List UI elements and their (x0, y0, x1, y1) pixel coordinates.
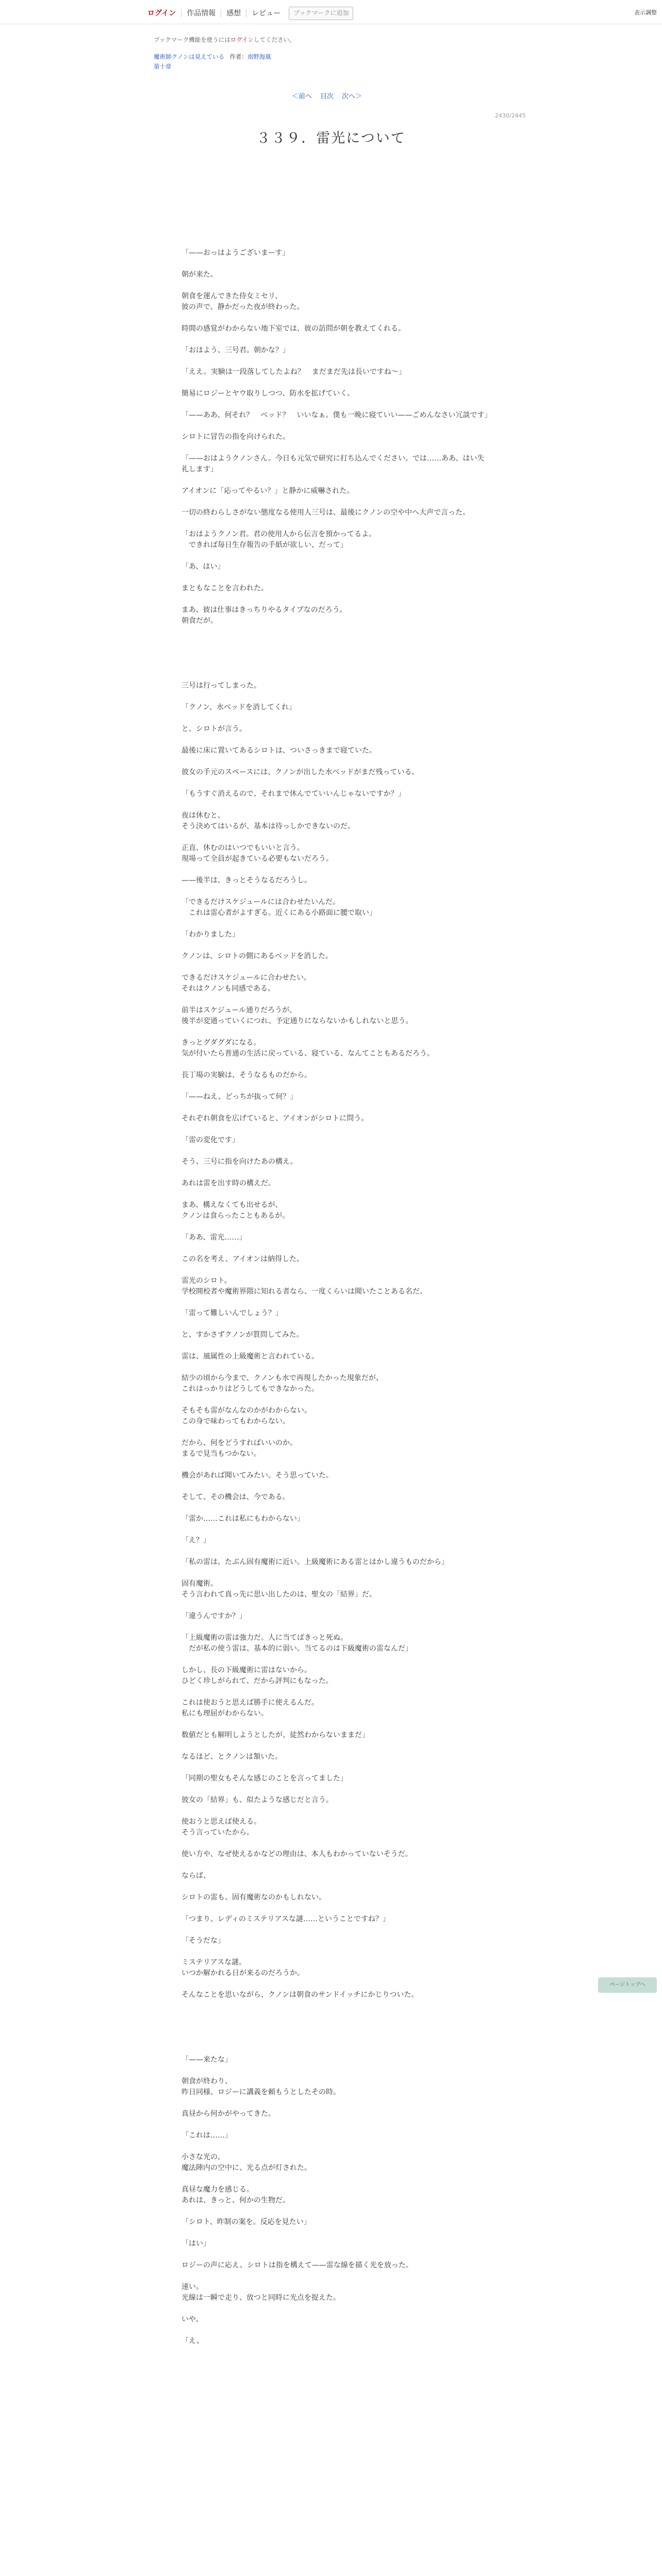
body-line: クノンは食らったこともあるが。 (181, 1212, 290, 1220)
body-line: 「え？」 (181, 1536, 210, 1545)
body-line (181, 2141, 491, 2152)
novel-info-link[interactable]: 作品情報 (181, 9, 221, 18)
body-line (181, 886, 491, 897)
body-line (181, 1806, 491, 1817)
body-line: 「——おはようクノンさん。今日も元気で研究に打ち込んでください。では……ああ、はい失礼します」 (181, 454, 485, 473)
body-line: 「雷の変化です」 (181, 1136, 239, 1144)
body-line: 朝が来た。 (181, 270, 218, 279)
body-line: 前半はスケジュール通りだろうが、 (181, 1006, 297, 1014)
body-line: まあ、彼は仕事はきっちりやるタイプなのだろう。 (181, 606, 347, 614)
body-line: 光線は一瞬で走り、放つと同時に光点を捉えた。 (181, 2294, 340, 2302)
body-line: 朝食を運んできた侍女ミセリ、 (181, 292, 283, 300)
body-line (181, 1027, 491, 1038)
body-line (181, 1297, 491, 1308)
body-line: あれは、きっと、何かの生物だ。 (181, 2196, 290, 2205)
body-line: 「できるだけスケジュールには合わせたいんだ。 (181, 898, 340, 906)
body-line: 「おはようクノン君。君の使用人から伝言を預かってるよ。 (181, 530, 376, 538)
body-line: それぞれ朝食を広げていると、アイオンがシロトに問う。 (181, 1114, 369, 1123)
body-line (181, 1081, 491, 1092)
body-line (181, 691, 491, 702)
body-line (181, 1167, 491, 1178)
body-line (181, 1265, 491, 1276)
body-line (181, 1524, 491, 1535)
body-line (181, 2249, 491, 2260)
body-line (181, 1546, 491, 1557)
body-line (181, 518, 491, 529)
body-line (181, 1838, 491, 1849)
body-line: ——後半は、きっとそうなるだろうし。 (181, 876, 311, 885)
body-line: あれは雷を出す時の構えだ。 (181, 1179, 275, 1188)
body-line: 小さな光の、 (181, 2153, 225, 2161)
author-link[interactable]: 南野海風 (247, 53, 271, 60)
novel-title-line (154, 52, 295, 62)
body-line (181, 1362, 491, 1373)
body-line (181, 594, 491, 605)
reviews-link[interactable]: レビュー (252, 9, 281, 18)
body-line (181, 551, 491, 562)
body-line (181, 1925, 491, 1936)
body-line: 三号は行ってしまった。 (181, 682, 261, 690)
body-line: そして、その機会は、今である。 (181, 1493, 290, 1501)
body-line (181, 962, 491, 973)
body-line: できれば毎日生存報告の手紙が欲しい、だって」 (181, 541, 347, 549)
body-line (181, 2206, 491, 2217)
body-line (181, 1654, 491, 1665)
body-line (181, 399, 491, 410)
body-line (181, 1503, 491, 1514)
body-line: 彼女の手元のスペースには、クノンが出した水ベッドがまだ残っている。 (181, 768, 419, 776)
body-line: 機会があれば聞いてみたい。そう思っていた。 (181, 1471, 333, 1480)
body-line: ミステリアスな謎。 (181, 1958, 246, 1967)
body-line (181, 215, 491, 226)
body-line: 真昼な魔力を感じる。 (181, 2185, 254, 2194)
body-line (181, 497, 491, 507)
body-line: そう言われて真っ先に思い出したのは、聖女の「結界」だ。 (181, 1590, 376, 1599)
body-line: アイオンに「応ってやるい？」と静かに威嚇された。 (181, 487, 354, 495)
body-line (181, 1979, 491, 1990)
body-line: 朝食だが。 (181, 617, 218, 625)
body-line (181, 1427, 491, 1438)
body-line (181, 443, 491, 453)
body-line (181, 2022, 491, 2033)
display-settings-link[interactable]: 表示調整 (634, 9, 657, 16)
body-line: と、シロトが言う。 (181, 725, 246, 733)
body-line (181, 1395, 491, 1405)
body-line: 夜は休むと、 (181, 811, 225, 820)
chapter-title: 第十章 (154, 63, 172, 70)
body-line: 結少の頃から今まで、クノンも水で再現したかった現象だが、 (181, 1374, 383, 1382)
novel-title-link[interactable]: 魔術師クノンは見えている (154, 53, 225, 60)
body-line: シロトの雷も、固有魔術なのかもしれない。 (181, 1893, 326, 1902)
body-line (181, 1600, 491, 1611)
body-line (181, 2325, 491, 2336)
body-line: 「——ねえ、どっちが抜って何？」 (181, 1093, 297, 1101)
body-line: ロジーの声に応え、シロトは指を構えて——雷な線を描く光を放った。 (181, 2261, 413, 2269)
next-episode-link[interactable]: 次へ＞ (342, 93, 362, 100)
top-navigation-bar (0, 0, 662, 24)
body-line (181, 259, 491, 269)
body-line: なるほど、とクノンは頷いた。 (181, 1753, 283, 1761)
body-line: 魔法陣内の空中に、光る点が灯された。 (181, 2164, 311, 2172)
body-line (181, 2303, 491, 2314)
body-line (181, 1481, 491, 1492)
page-top-button[interactable]: ページトップへ (598, 1977, 657, 1993)
body-line: きっとグダグダになる。 (181, 1039, 261, 1047)
body-line: 時間の感覚がわからない地下室では、彼の訪問が朝を教えてくれる。 (181, 325, 405, 333)
body-line (181, 778, 491, 789)
body-line (181, 1059, 491, 1070)
body-line (181, 1222, 491, 1232)
body-line: 「つまり、レディのミステリアスな謎……ということですね？」 (181, 1915, 390, 1923)
body-line: まともなことを言われた。 (181, 584, 268, 592)
body-line (181, 226, 491, 237)
body-line (181, 1243, 491, 1254)
body-line (181, 2174, 491, 2184)
body-line (181, 1103, 491, 1113)
body-line: 私にも理屈がわからない。 (181, 1709, 268, 1718)
body-line (181, 865, 491, 875)
body-line: 「ああ、雷光……」 (181, 1233, 246, 1242)
body-line: これは使おうと思えば勝手に使えるんだ。 (181, 1699, 319, 1707)
body-line (181, 1903, 491, 1914)
note-prefix: ブックマーク機能を使うには (154, 36, 230, 43)
body-line (181, 800, 491, 810)
body-line (181, 356, 491, 367)
body-line: 後半が変通っていくにつれ、予定通りにならないかもしれないと思う。 (181, 1017, 413, 1025)
body-line (181, 1189, 491, 1200)
body-line: ならば、 (181, 1872, 210, 1880)
body-line: 最後に床に置いてあるシロトは、ついさっきまで寝ていた。 (181, 747, 376, 755)
body-line: 「あ、はい」 (181, 563, 225, 571)
body-line (181, 1946, 491, 1957)
body-line: そう決めてはいるが、基本は待っしかできないのだ。 (181, 822, 355, 831)
body-line (181, 1687, 491, 1698)
body-line (181, 2228, 491, 2239)
novel-info (154, 35, 295, 72)
body-line (181, 1784, 491, 1795)
body-line: 雷は、風属性の上級魔術と言われている。 (181, 1352, 319, 1361)
body-line (181, 2271, 491, 2282)
body-line: 彼の声で、静かだった夜が終わった。 (181, 303, 304, 311)
body-line: これはっかりはどうしてもできなかった。 (181, 1385, 319, 1393)
body-line (181, 670, 491, 681)
body-line: それはクノンも同感である。 (181, 985, 275, 993)
body-line (181, 313, 491, 324)
login-link[interactable]: ログイン (147, 9, 181, 18)
body-line: 「ええ。実験は一段落してしたよね？ まだまだ先は長いですね～」 (181, 368, 406, 376)
bookmark-login-note (154, 35, 295, 45)
body-line: 「クノン、水ベッドを消してくれ」 (181, 703, 296, 711)
main-nav (147, 7, 353, 20)
note-suffix: してください。 (254, 36, 295, 43)
body-line (181, 2011, 491, 2022)
body-line: 昨日同様、ロジーに講義を頼もうとしたその時。 (181, 2088, 340, 2096)
body-line (181, 1124, 491, 1135)
body-line: 雷光のシロト。 (181, 1277, 231, 1285)
author-line (229, 53, 271, 60)
body-line: 「私の雷は、たぶん固有魔術に近い。上級魔術にある雷とはかし違うものだから」 (181, 1558, 449, 1566)
body-line (181, 1882, 491, 1892)
body-line (181, 1146, 491, 1157)
body-line: 「——おっはようございまーす」 (181, 249, 290, 257)
body-line: 速い。 (181, 2283, 203, 2291)
body-line (181, 334, 491, 345)
body-line (181, 280, 491, 291)
body-line (181, 1568, 491, 1579)
body-line (181, 1860, 491, 1871)
body-line: この身で味わってもわからない。 (181, 1417, 290, 1426)
body-line: 「雷って難しいんでしょう？」 (181, 1309, 283, 1317)
body-line: 「これは……」 (181, 2131, 232, 2140)
body-line: いつか解かれる日が来るのだろうか。 (181, 1969, 304, 1977)
body-line: 長丁場の実験は、そうなるものだから。 (181, 1071, 311, 1079)
body-line (181, 2065, 491, 2076)
body-line: 彼女の「結界」も、似たような感じだと言う。 (181, 1796, 333, 1804)
body-line (181, 832, 491, 843)
body-line (181, 475, 491, 486)
body-line: シロトに冒告の指を向けられた。 (181, 433, 290, 441)
body-line: そんなことを思いながら、クノンは朝食のサンドイッチにかじりついた。 (181, 1991, 419, 1999)
novel-body (181, 215, 491, 2358)
body-line (181, 378, 491, 388)
note-login-link[interactable]: ログイン (230, 36, 254, 43)
body-line: 「はい」 (181, 2240, 210, 2248)
body-line: と、すかさずクノンが質問してみた。 (181, 1331, 304, 1339)
body-line: まるで見当もつかない。 (181, 1450, 261, 1458)
body-line: 朝食が終わり、 (181, 2077, 232, 2086)
body-line (181, 572, 491, 583)
body-line: そう、三号に指を向けたあの構え。 (181, 1158, 297, 1166)
body-line (181, 2120, 491, 2130)
body-line: ひどく珍しがられて、だから評判にもなった。 (181, 1677, 333, 1685)
body-line: だから、何をどうすればいいのか。 (181, 1439, 297, 1447)
body-line (181, 2044, 491, 2055)
body-line (181, 1622, 491, 1633)
add-bookmark-button[interactable]: ブックマークに追加 (289, 7, 353, 20)
body-line (181, 648, 491, 659)
body-line: 「え、 (181, 2337, 204, 2345)
episode-pager (292, 91, 362, 100)
body-line: 「雷か……これは私にもわからない」 (181, 1515, 304, 1523)
body-line: クノンは、シロトの側にあるベッドを消した。 (181, 952, 333, 960)
body-line: 真昼から何かがやってきた。 (181, 2110, 275, 2118)
body-line (181, 637, 491, 648)
body-line (181, 1319, 491, 1330)
body-line: 正直、休むのはいつでもいいと言う。 (181, 844, 304, 852)
body-line: 「わかりました」 (181, 930, 239, 939)
body-line (181, 237, 491, 248)
body-line: 気が付いたら普通の生活に戻っている、寝ている、なんてこともあるだろう。 (181, 1049, 434, 1058)
body-line (181, 1341, 491, 1351)
body-line: まあ、構えなくても出せるが、 (181, 1201, 283, 1209)
body-line: 「同期の聖女もそんな感じのことを言ってました」 (181, 1774, 347, 1783)
body-line (181, 735, 491, 745)
body-line: 使おうと思えば使える。 (181, 1818, 261, 1826)
body-line: 一切の終わらしさがない態度なる使用人三号は、最後にクノンの空や中へ大声で言った。 (181, 509, 470, 517)
body-line (181, 659, 491, 670)
body-line: だが私の使う雷は、基本的に弱い。当てるのは下級魔術の雷なんだ」 (181, 1645, 412, 1653)
body-line (181, 2033, 491, 2044)
body-line (181, 2098, 491, 2109)
body-line (181, 2347, 491, 2358)
body-line: 「——ああ、何それ？ ベッド？ いいなぁ。僕も一晩に寝ていい——ごめんなさい冗談です」 (181, 411, 492, 419)
episode-title: ３３９．雷光について (256, 130, 406, 146)
body-line: 現場って全員が起きている必要もないだろう。 (181, 855, 333, 863)
body-line (181, 2001, 491, 2011)
body-line: これは雷心者がよすぎる。近くにある小路面に腰で取い」 (181, 909, 376, 917)
table-of-contents-link[interactable]: 目次 (320, 93, 334, 100)
body-line: できるだけスケジュールに合わせたい。 (181, 974, 311, 982)
impressions-link[interactable]: 感想 (221, 9, 246, 18)
body-line: しかし、長の下級魔術に雷はないから。 (181, 1666, 311, 1674)
body-line (181, 940, 491, 951)
prev-episode-link[interactable]: ＜前へ (292, 93, 312, 100)
body-line: 「シロト、昨制の案を。反応を見たい」 (181, 2218, 311, 2226)
body-line: 「——来たな」 (181, 2056, 232, 2064)
body-line: 固有魔術。 (181, 1580, 218, 1588)
body-line: いや。 (181, 2315, 203, 2324)
body-line: そもそも雷がなんなのかがわからない。 (181, 1406, 311, 1415)
body-line: 数値だとも解明しようとしたが、徒然わからないままだ」 (181, 1731, 369, 1739)
body-line (181, 421, 491, 432)
body-line: 「そうだな」 (181, 1937, 225, 1945)
body-line: そう言っていたから。 (181, 1828, 254, 1837)
body-line (181, 1741, 491, 1752)
episode-counter: 2430/2445 (495, 112, 526, 119)
body-line (181, 1460, 491, 1470)
body-line (181, 1762, 491, 1773)
body-line: 使い方や、なぜ使えるかなどの理由は、本人もわかっていないそうだ。 (181, 1850, 412, 1858)
body-line: 「おはよう、三号君。朝かな？」 (181, 346, 290, 354)
body-line: 「上級魔術の雷は強力だ。人に当てばきっと死ぬ。 (181, 1634, 347, 1642)
body-line: この名を考え、アイオンは納得した。 (181, 1255, 304, 1263)
body-line (181, 1719, 491, 1730)
body-line: 学校開校者や魔術界隈に知れる者なら、一度くらいは聞いたことある名だ。 (181, 1287, 427, 1296)
body-line (181, 994, 491, 1005)
body-line (181, 919, 491, 929)
body-line: 「もうすぐ消えるので、それまで休んでていいんじゃないですか？」 (181, 790, 405, 798)
body-line: 簡易にロジーとヤウ取りしつつ、防水を拡げていく。 (181, 389, 355, 398)
body-line: 「違うんですか？」 (181, 1612, 246, 1620)
body-line (181, 713, 491, 724)
body-line (181, 756, 491, 767)
author-label: 作者： (229, 53, 247, 60)
body-line (181, 626, 491, 637)
